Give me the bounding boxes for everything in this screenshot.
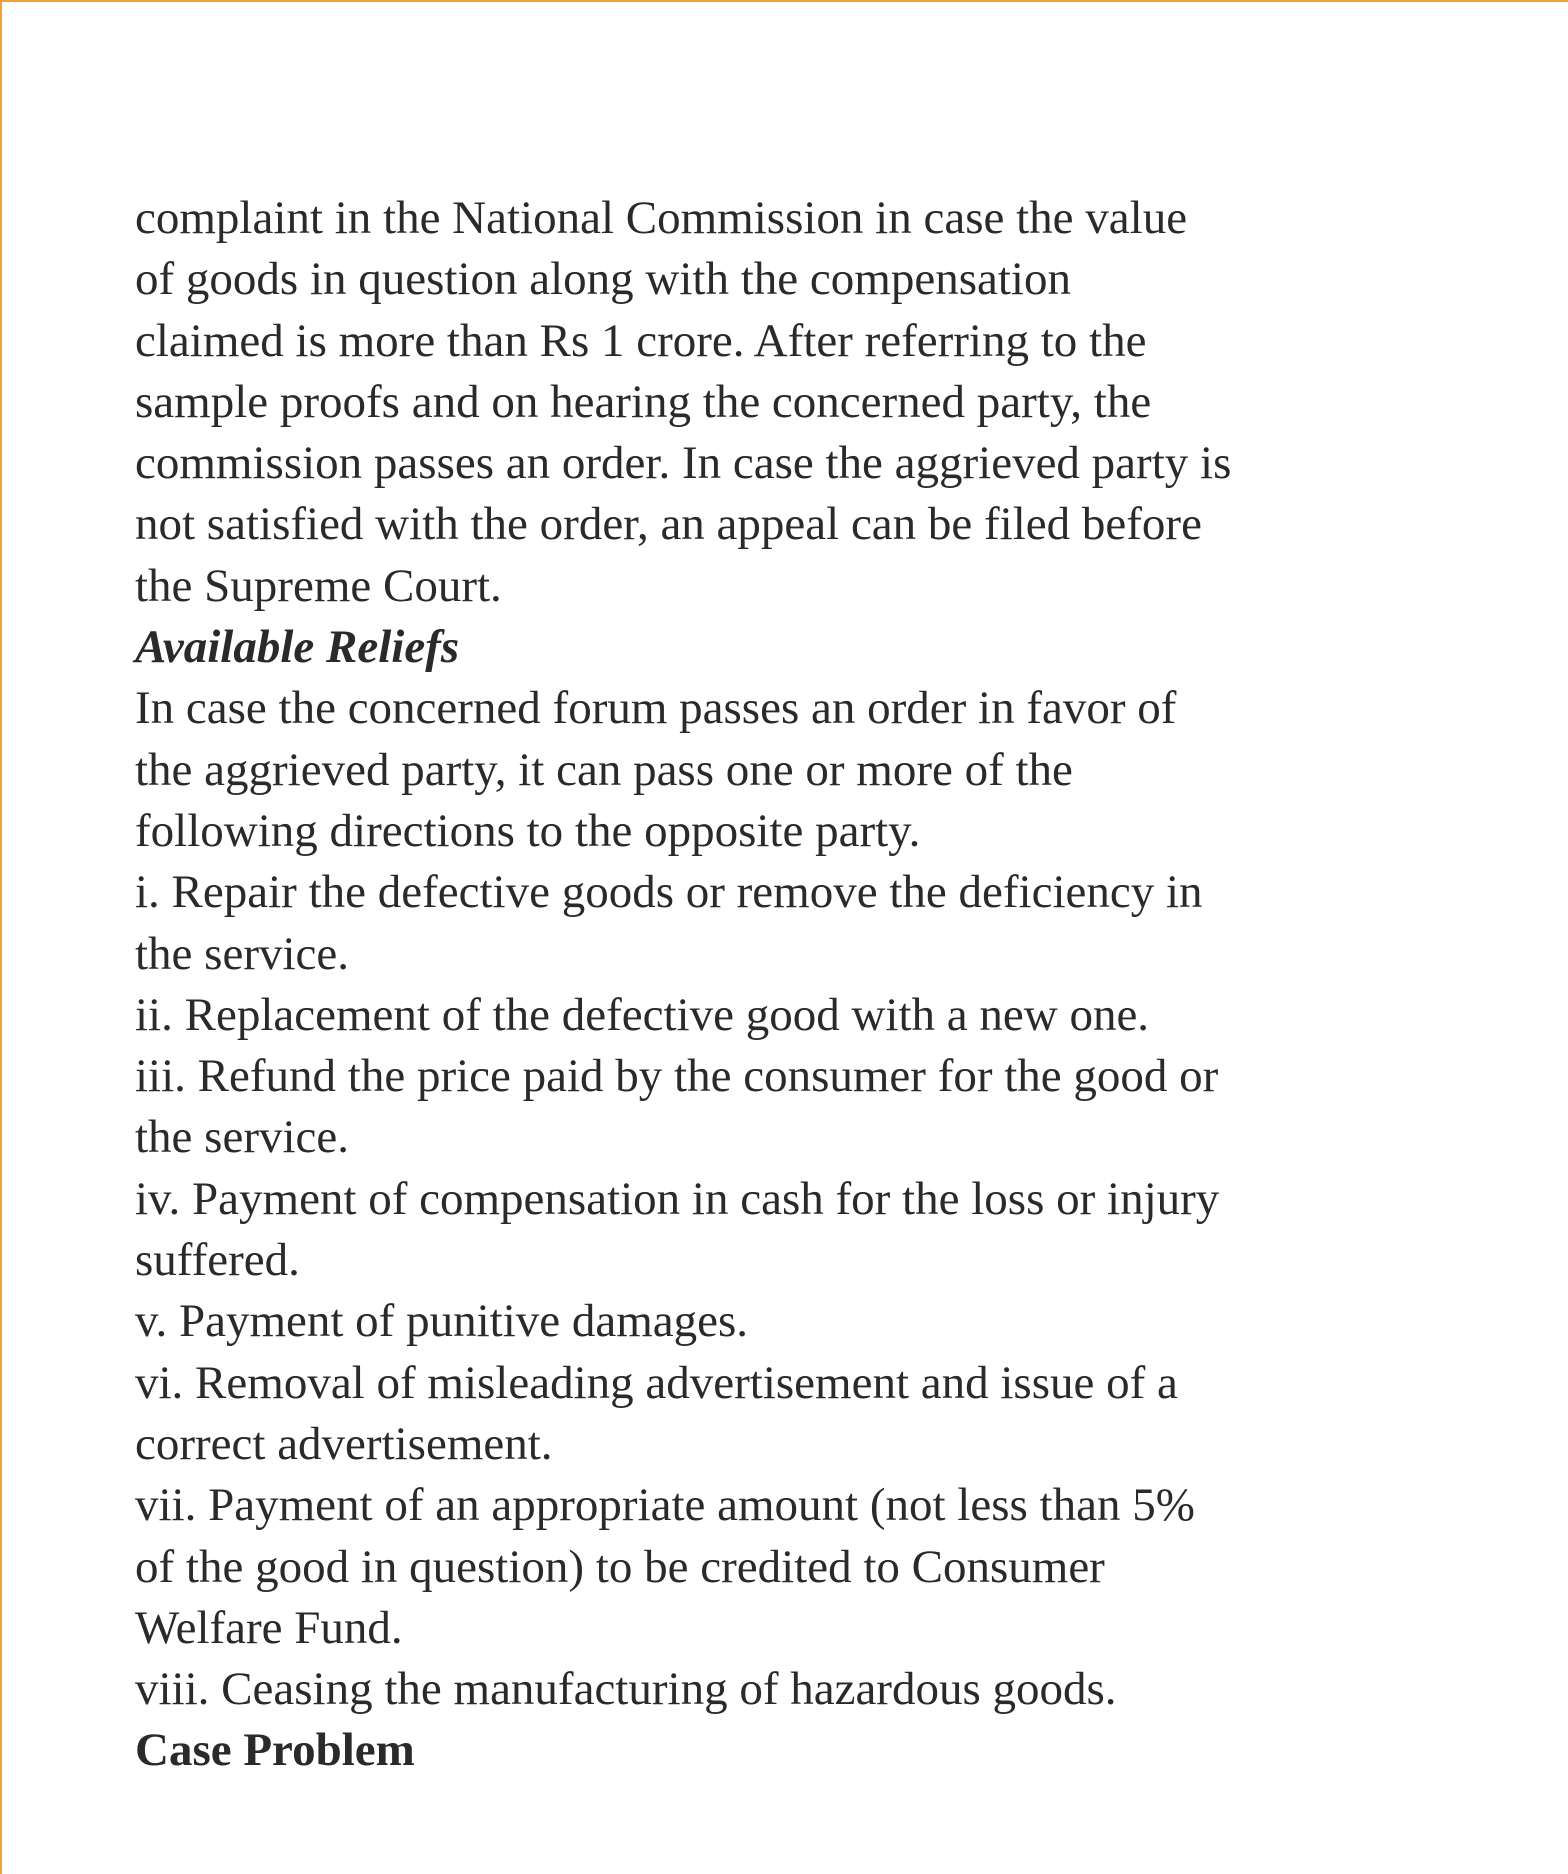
- text-line: following directions to the opposite party.: [135, 804, 921, 857]
- text-line: not satisfied with the order, an appeal can be filed before: [135, 498, 1202, 551]
- list-item: [135, 1659, 1231, 1720]
- text-line: iv. Payment of compensation in cash for the loss or injury: [135, 1172, 1220, 1225]
- document-page: [135, 188, 1231, 1782]
- list-item: [135, 862, 1231, 985]
- text-line: the service.: [135, 927, 350, 980]
- text-line: the service.: [135, 1111, 350, 1164]
- text-line: v. Payment of punitive damages.: [135, 1295, 749, 1348]
- list-item: [135, 1353, 1231, 1476]
- reliefs-intro-paragraph: [135, 678, 1231, 862]
- text-line: suffered.: [135, 1234, 300, 1287]
- reliefs-heading: Available Reliefs: [135, 621, 460, 674]
- text-line: commission passes an order. In case the aggrieved party is: [135, 437, 1232, 490]
- text-line: complaint in the National Commission in case the value: [135, 192, 1188, 244]
- list-item: [135, 1291, 1231, 1352]
- text-line: the Supreme Court.: [135, 559, 502, 612]
- text-line: vi. Removal of misleading advertisement and issue of a: [135, 1356, 1178, 1409]
- text-line: vii. Payment of an appropriate amount (not less than 5%: [135, 1479, 1195, 1532]
- relief-list: [135, 862, 1231, 1720]
- text-line: of the good in question) to be credited to Consumer: [135, 1540, 1105, 1593]
- text-line: Welfare Fund.: [135, 1601, 403, 1654]
- intro-paragraph: [135, 188, 1231, 617]
- text-line: iii. Refund the price paid by the consumer for the good or: [135, 1050, 1219, 1103]
- text-line: sample proofs and on hearing the concerned party, the: [135, 375, 1152, 428]
- list-item: [135, 985, 1231, 1046]
- text-line: claimed is more than Rs 1 crore. After referring to the: [135, 314, 1147, 367]
- text-line: ii. Replacement of the defective good with a new one.: [135, 988, 1150, 1041]
- list-item: [135, 1475, 1231, 1659]
- text-line: viii. Ceasing the manufacturing of hazardous goods.: [135, 1663, 1117, 1716]
- list-item: [135, 1046, 1231, 1169]
- text-line: of goods in question along with the compensation: [135, 253, 1071, 306]
- list-item: [135, 1169, 1231, 1292]
- text-line: the aggrieved party, it can pass one or more of the: [135, 743, 1073, 796]
- text-line: i. Repair the defective goods or remove the deficiency in: [135, 866, 1203, 919]
- text-line: correct advertisement.: [135, 1417, 553, 1470]
- case-problem-heading: Case Problem: [135, 1724, 415, 1777]
- text-line: In case the concerned forum passes an order in favor of: [135, 682, 1177, 735]
